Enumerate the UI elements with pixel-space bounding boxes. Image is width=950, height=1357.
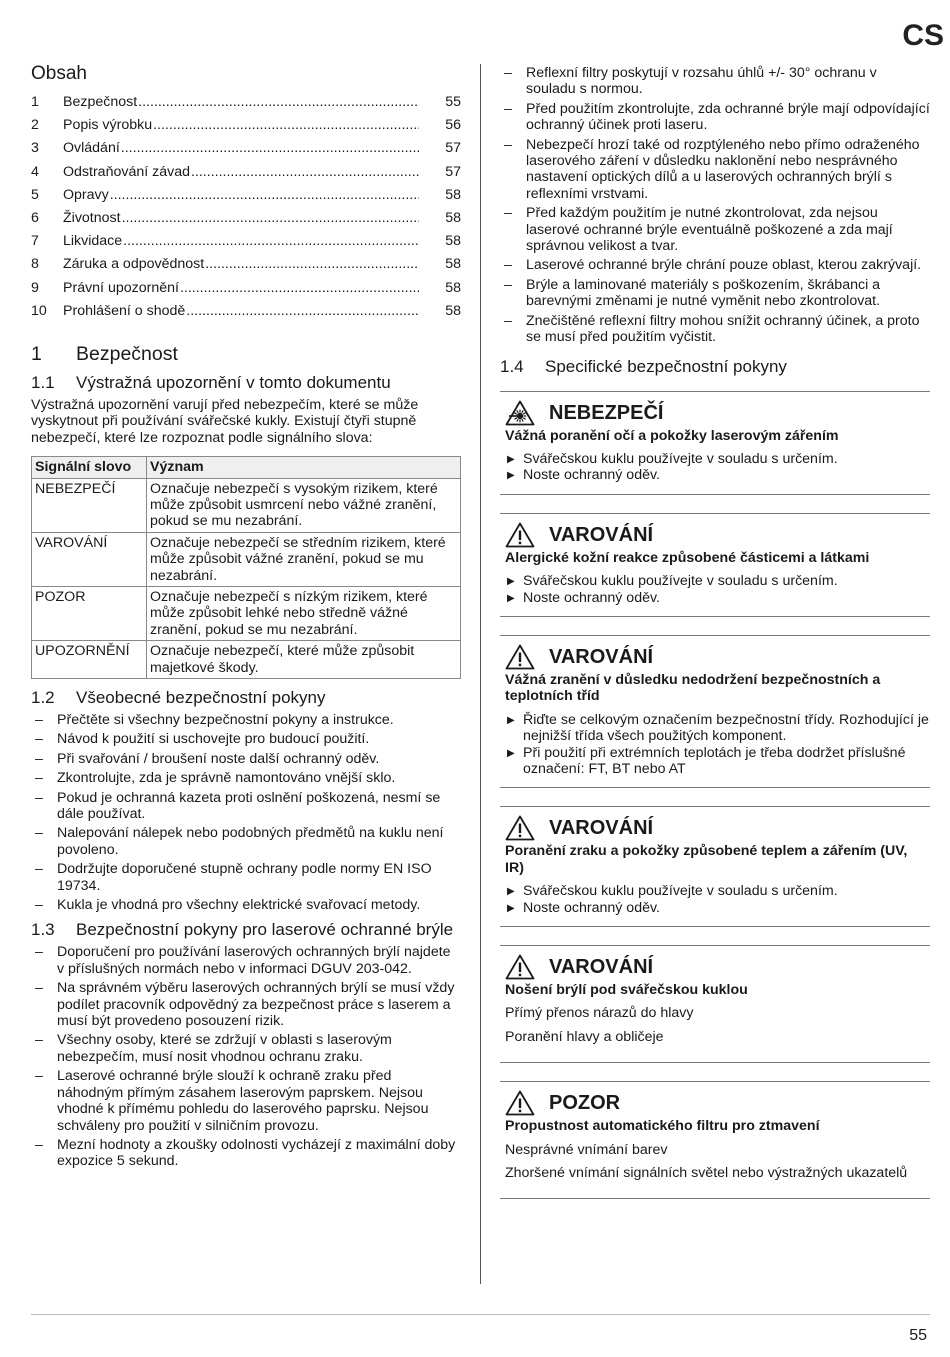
toc-entry-page: 57 — [445, 140, 461, 157]
signal-word-cell: POZOR — [32, 586, 147, 640]
footer-rule — [31, 1314, 930, 1315]
list-item: – Pokud je ochranná kazeta proti oslnění poškozená, nesmí se dále používat. — [31, 790, 461, 823]
consequence-text: Poranění hlavy a obličeje — [505, 1028, 664, 1045]
action-item: ▶ Noste ochranný oděv. — [505, 467, 930, 483]
toc-entry[interactable] — [31, 117, 461, 140]
toc-entry-label: Záruka a odpovědnost — [63, 256, 205, 273]
column-divider — [480, 64, 481, 1284]
action-item: ▶ Svářečskou kuklu používejte v souladu s určením. — [505, 573, 930, 589]
notice-subtitle: Alergické kožní reakce způsobené částicemi a látkami — [505, 549, 870, 566]
toc-entry-number: 2 — [31, 117, 39, 134]
section-1-4-heading — [500, 356, 930, 377]
laser-safety-list — [31, 944, 461, 1169]
safety-notices — [500, 391, 930, 1200]
list-item: – Laserové ochranné brýle chrání pouze oblast, kterou zakrývají. — [500, 257, 930, 273]
toc-entry-page: 55 — [445, 94, 461, 110]
list-item: – Návod k použití si uschovejte pro budoucí použití. — [31, 731, 461, 747]
notice-header — [505, 815, 930, 841]
toc-entry[interactable] — [31, 140, 461, 163]
toc-entry[interactable] — [31, 303, 461, 326]
notice-action-list — [505, 883, 930, 916]
toc-entry-page: 58 — [445, 186, 461, 203]
notice-action-list — [505, 712, 930, 778]
signal-word-table — [31, 456, 461, 679]
warning-triangle-icon — [505, 522, 535, 548]
toc-entry-number: 10 — [31, 302, 47, 319]
toc-entry-page: 57 — [445, 163, 461, 180]
toc-entry-label: Prohlášení o shodě — [63, 302, 186, 319]
safety-notice — [500, 1081, 930, 1199]
signal-word-cell: NEBEZPEČÍ — [32, 478, 147, 532]
toc-entry[interactable] — [31, 256, 461, 279]
action-item: ▶ Při použití při extrémních teplotách je třeba dodržet příslušné označení: FT, BT nebo AT — [505, 745, 930, 778]
consequence-text: Zhoršené vnímání signálních světel nebo výstražných ukazatelů — [505, 1165, 908, 1182]
notice-subtitle: Nošení brýlí pod svářečskou kuklou — [505, 982, 748, 998]
notice-subtitle: Vážná zranění v důsledku nedodržení bezpečnostních a teplotních tříd — [505, 671, 881, 705]
list-item: – Nalepování nálepek nebo podobných předmětů na kuklu není povoleno. — [31, 825, 461, 858]
action-item: ▶ Svářečskou kuklu používejte v souladu s určením. — [505, 883, 930, 899]
notice-signal-word: NEBEZPEČÍ — [549, 401, 664, 424]
toc-entry-number: 5 — [31, 186, 39, 203]
warning-triangle-icon — [505, 954, 535, 980]
action-item: ▶ Řiďte se celkovým označením bezpečnostní třídy. Rozhodující je nejnižší třída všech použitých komponent. — [505, 712, 930, 745]
toc-entry[interactable] — [31, 280, 461, 303]
toc-entry-number: 8 — [31, 256, 39, 273]
toc-leader-dots — [186, 303, 419, 319]
meaning-cell: Označuje nebezpečí s nízkým rizikem, které může způsobit lehké nebo středně vážné zranění, pokud se mu nezabrání. — [147, 586, 461, 640]
safety-notice — [500, 635, 930, 788]
toc-entry-label: Právní upozornění — [63, 279, 179, 296]
toc-entry-label: Popis výrobku — [63, 117, 153, 134]
toc-entry-number: 1 — [31, 94, 39, 110]
toc-entry[interactable] — [31, 94, 461, 117]
toc-entry[interactable] — [31, 233, 461, 256]
right-column — [500, 65, 930, 1199]
list-item: – Nebezpečí hrozí také od rozptýleného nebo přímo odraženého laserového záření v důsledku naklonění nebo nesprávného nastavení optických dílů a u laserových ochranných brýlí s reflexními vrstvami. — [500, 137, 930, 203]
notice-header — [505, 400, 930, 426]
toc-leader-dots — [180, 280, 419, 296]
list-item: – Při svařování / broušení noste další ochranný oděv. — [31, 751, 461, 767]
page-number: 55 — [909, 1327, 927, 1344]
section-1-2-heading — [31, 687, 461, 708]
toc-title: Obsah — [31, 63, 87, 84]
left-column — [31, 63, 461, 1176]
toc-leader-dots — [153, 117, 419, 133]
toc-leader-dots — [110, 187, 419, 203]
toc-entry-page: 58 — [445, 302, 461, 319]
list-item: – Brýle a laminované materiály s poškozením, škrábanci a barevnými změnami je nutné vyměnit nebo zkontrolovat. — [500, 277, 930, 310]
section-1-1-text: Výstražná upozornění varují před nebezpečím, které se může vyskytnout při používání svářečské kukly. Existují čtyři stupně nebezpečí, které lze rozpoznat podle signálního slova: — [31, 396, 419, 446]
list-item: – Přečtěte si všechny bezpečnostní pokyny a instrukce. — [31, 712, 461, 728]
toc-entry-page: 58 — [445, 279, 461, 296]
section-title: Specifické bezpečnostní pokyny — [545, 356, 787, 376]
section-number: 1.4 — [500, 356, 524, 376]
toc-entry-page: 58 — [445, 209, 461, 226]
signal-word-cell: UPOZORNĚNÍ — [32, 641, 147, 679]
list-item: – Dodržujte doporučené stupně ochrany podle normy EN ISO 19734. — [31, 861, 461, 894]
toc-leader-dots — [205, 256, 419, 272]
list-item: – Doporučení pro používání laserových ochranných brýlí najdete v příslušných normách nebo v informaci DGUV 203-042. — [31, 944, 461, 977]
action-item: ▶ Noste ochranný oděv. — [505, 900, 930, 916]
signal-word-cell: VAROVÁNÍ — [32, 532, 147, 586]
notice-subtitle: Vážná poranění očí a pokožky laserovým zářením — [505, 427, 839, 444]
table-row — [32, 478, 461, 532]
notice-subtitle: Poranění zraku a pokožky způsobené teplem a zářením (UV, IR) — [505, 843, 908, 876]
notice-header — [505, 1090, 930, 1116]
safety-notice — [500, 391, 930, 495]
action-item: ▶ Noste ochranný oděv. — [505, 590, 930, 606]
section-number: 1.3 — [31, 920, 55, 940]
notice-signal-word: VAROVÁNÍ — [549, 817, 654, 840]
consequence-text: Přímý přenos nárazů do hlavy — [505, 1005, 694, 1022]
list-item: – Znečištěné reflexní filtry mohou snížit ochranný účinek, a proto se musí před použitím vyčistit. — [500, 313, 930, 346]
notice-signal-word: VAROVÁNÍ — [549, 645, 654, 668]
notice-signal-word: VAROVÁNÍ — [549, 956, 654, 978]
list-item: – Mezní hodnoty a zkoušky odolnosti vycházejí z maximální doby expozice 5 sekund. — [31, 1137, 461, 1170]
toc-entry-label: Likvidace — [63, 233, 123, 250]
toc-entry-number: 6 — [31, 209, 39, 226]
section-number: 1.2 — [31, 687, 55, 707]
section-1-3-heading — [31, 919, 461, 940]
section-1-heading — [31, 342, 461, 366]
notice-header — [505, 644, 930, 670]
safety-notice — [500, 513, 930, 617]
table-row — [32, 532, 461, 586]
section-title: Bezpečnost — [76, 342, 178, 365]
notice-action-list — [505, 451, 930, 484]
section-number: 1 — [31, 342, 42, 365]
notice-action-list — [505, 573, 930, 606]
meaning-cell: Označuje nebezpečí s vysokým rizikem, které může způsobit usmrcení nebo vážné zranění, pokud se mu nezabrání. — [147, 478, 461, 532]
laser-safety-list-continued — [500, 65, 930, 346]
list-item: – Před každým použitím je nutné zkontrolovat, zda nejsou laserové ochranné brýle eventuálně poškozené a zda mají správnou velikost a tvar. — [500, 205, 930, 254]
list-item: – Zkontrolujte, zda je správně namontováno vnější sklo. — [31, 770, 461, 786]
warning-triangle-icon — [505, 815, 535, 841]
toc-entry[interactable] — [31, 164, 461, 187]
list-item: – Na správném výběru laserových ochranných brýlí se musí vždy podílet pracovník odpovědný za bezpečnost práce s laserem a musí být provedeno posouzení rizik. — [31, 980, 461, 1029]
toc-entry-label: Bezpečnost — [63, 94, 138, 110]
table-header-row — [32, 457, 461, 478]
list-item: – Laserové ochranné brýle slouží k ochraně zraku před náhodným přímým zásahem laserovým paprskem. Nejsou vhodné k přímému pohledu do laserového paprsku. Nejsou schváleny pro použití v silničním provozu. — [31, 1068, 461, 1134]
list-item: – Před použitím zkontrolujte, zda ochranné brýle mají odpovídající ochranný účinek proti laseru. — [500, 101, 930, 134]
notice-header — [505, 522, 930, 548]
list-item: – Reflexní filtry poskytují v rozsahu úhlů +/- 30° ochranu v souladu s normou. — [500, 65, 930, 98]
consequence-text: Nesprávné vnímání barev — [505, 1141, 668, 1158]
safety-notice — [500, 806, 930, 927]
toc-entry-label: Odstraňování závad — [63, 163, 190, 180]
table-row — [32, 586, 461, 640]
warning-triangle-icon — [505, 1090, 535, 1116]
table-header-cell: Signální slovo — [32, 457, 147, 478]
language-tag: CS — [902, 19, 944, 52]
general-safety-list — [31, 712, 461, 913]
toc-leader-dots — [191, 164, 419, 180]
toc-leader-dots — [123, 233, 419, 249]
list-item: – Všechny osoby, které se zdržují v oblasti s laserovým nebezpečím, musí nosit vhodnou ochranu zraku. — [31, 1032, 461, 1065]
laser-warning-icon — [505, 400, 535, 426]
table-row — [32, 641, 461, 679]
toc-entry-number: 9 — [31, 279, 39, 296]
meaning-cell: Označuje nebezpečí, které může způsobit majetkové škody. — [147, 641, 461, 679]
table-header-cell: Význam — [147, 457, 461, 478]
toc-leader-dots — [138, 94, 419, 110]
toc-entry[interactable] — [31, 187, 461, 210]
toc-entry-label: Ovládání — [63, 140, 120, 157]
notice-subtitle: Propustnost automatického filtru pro ztmavení — [505, 1118, 820, 1135]
notice-signal-word: VAROVÁNÍ — [549, 523, 654, 546]
action-item: ▶ Svářečskou kuklu používejte v souladu s určením. — [505, 451, 930, 467]
toc-entry-label: Životnost — [63, 209, 121, 226]
toc-entry-number: 4 — [31, 163, 39, 180]
toc-entry-label: Opravy — [63, 186, 109, 203]
toc-entry-page: 58 — [445, 233, 461, 250]
section-title: Bezpečnostní pokyny pro laserové ochranné brýle — [76, 920, 454, 940]
section-1-1-heading — [31, 372, 461, 393]
notice-signal-word: POZOR — [549, 1092, 621, 1115]
toc-leader-dots — [122, 210, 419, 226]
notice-header — [505, 954, 930, 980]
toc-entry-number: 7 — [31, 233, 39, 250]
meaning-cell: Označuje nebezpečí se středním rizikem, které může způsobit vážné zranění, pokud se mu nezabrání. — [147, 532, 461, 586]
list-item: – Kukla je vhodná pro všechny elektrické svařovací metody. — [31, 897, 461, 913]
toc-entry-page: 58 — [445, 256, 461, 273]
section-title: Všeobecné bezpečnostní pokyny — [76, 687, 326, 707]
section-title: Výstražná upozornění v tomto dokumentu — [76, 372, 391, 392]
safety-notice — [500, 945, 930, 1063]
table-of-contents — [31, 94, 461, 326]
section-number: 1.1 — [31, 372, 55, 392]
toc-entry-number: 3 — [31, 140, 39, 157]
toc-entry[interactable] — [31, 210, 461, 233]
toc-entry-page: 56 — [445, 117, 461, 134]
toc-leader-dots — [121, 140, 419, 156]
warning-triangle-icon — [505, 644, 535, 670]
